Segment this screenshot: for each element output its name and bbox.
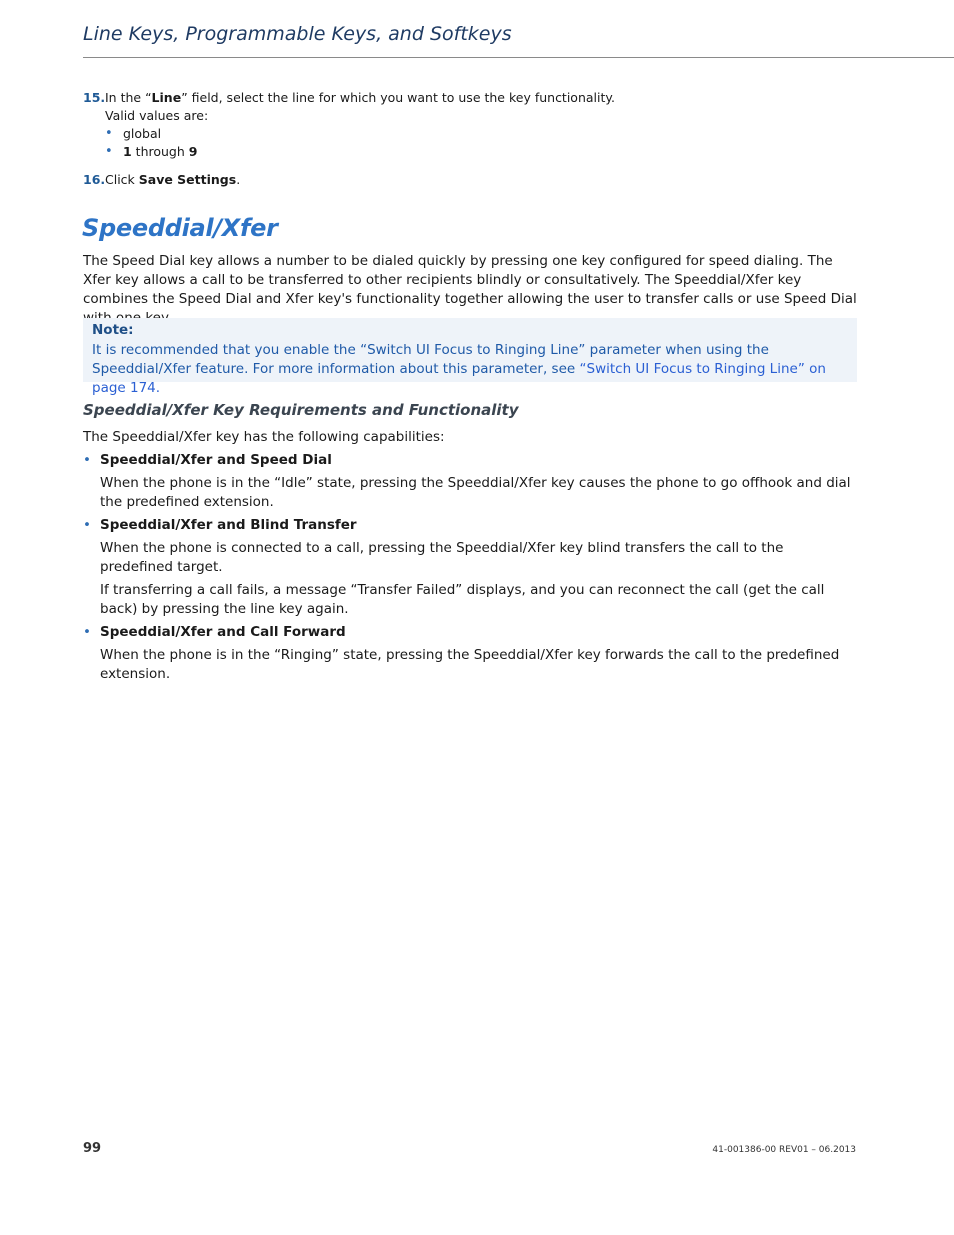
- page-number: 99: [83, 1141, 102, 1156]
- bullet-icon: •: [83, 624, 91, 640]
- capability-title: • Speeddial/Xfer and Call Forward: [83, 624, 346, 640]
- section-intro: The Speed Dial key allows a number to be dialed quickly by pressing one key configured for speed dialing. The Xfer key allows a call to be transferred to other recipients blindly or consultatively. The Speeddial/Xfer key combines the Speed Dial and Xfer key's functionality together allowing the user to transfer calls or use Speed Dial: [83, 253, 857, 307]
- bullet-icon: •: [105, 144, 113, 159]
- note-box: [83, 318, 857, 396]
- capability-paragraph: When the phone is in the “Ringing” state, pressing the Speeddial/Xfer key forwards the call to the predefined extension.: [100, 647, 840, 682]
- document-id: 41-001386-00 REV01 – 06.2013: [712, 1145, 856, 1155]
- bullet-icon: •: [105, 126, 113, 141]
- capability-title: • Speeddial/Xfer and Blind Transfer: [83, 517, 357, 533]
- capability-paragraph: When the phone is in the “Idle” state, pressing the Speeddial/Xfer key causes the phone to go offhook and dial the predefined extension.: [100, 475, 851, 510]
- capability-call-forward: [83, 623, 853, 684]
- capability-blind-transfer: [83, 516, 853, 619]
- subsection-title: Speeddial/Xfer Key Requirements and Functionality: [83, 401, 519, 419]
- header-divider: [83, 57, 954, 58]
- step-15: [83, 89, 863, 161]
- bullet-icon: •: [83, 452, 91, 468]
- step-number: 16.: [83, 172, 106, 187]
- list-item: • 1 through 9: [105, 144, 198, 159]
- step-16: [83, 171, 863, 189]
- page-header-title: Line Keys, Programmable Keys, and Softkeys: [83, 23, 512, 45]
- step-number: 15.: [83, 90, 106, 105]
- capability-title: • Speeddial/Xfer and Speed Dial: [83, 452, 332, 468]
- list-item: • global: [105, 126, 162, 141]
- capability-paragraph: When the phone is connected to a call, pressing the Speeddial/Xfer key blind transfers the call to the predefined target.: [100, 540, 784, 575]
- capabilities-list: [83, 451, 853, 684]
- step-text: Click Save Settings.: [105, 172, 241, 187]
- capability-speed-dial: [83, 451, 853, 512]
- valid-values-list: [105, 125, 863, 161]
- section-title: Speeddial/Xfer: [82, 214, 278, 242]
- note-label: Note:: [92, 322, 134, 338]
- step-text: In the “Line” field, select the line for which you want to use the key functionality.: [105, 90, 615, 105]
- subsection-intro: The Speeddial/Xfer key has the following capabilities:: [83, 429, 445, 445]
- capability-paragraph: If transferring a call fails, a message “Transfer Failed” displays, and you can reconnect the call (get the call back) by pressing the line key again.: [100, 582, 825, 617]
- valid-values-label: Valid values are:: [105, 108, 209, 123]
- bullet-icon: •: [83, 517, 91, 533]
- note-text: It is recommended that you enable the “Switch UI Focus to Ringing Line” parameter when using the Speeddial/Xfer feature. For more information about this parameter, see “Switch UI Focus to Ringing Line” on page 174.: [92, 342, 826, 396]
- cross-reference-link[interactable]: “Switch UI Focus to Ringing Line” on page 174.: [92, 361, 826, 396]
- procedure-steps: [83, 89, 863, 189]
